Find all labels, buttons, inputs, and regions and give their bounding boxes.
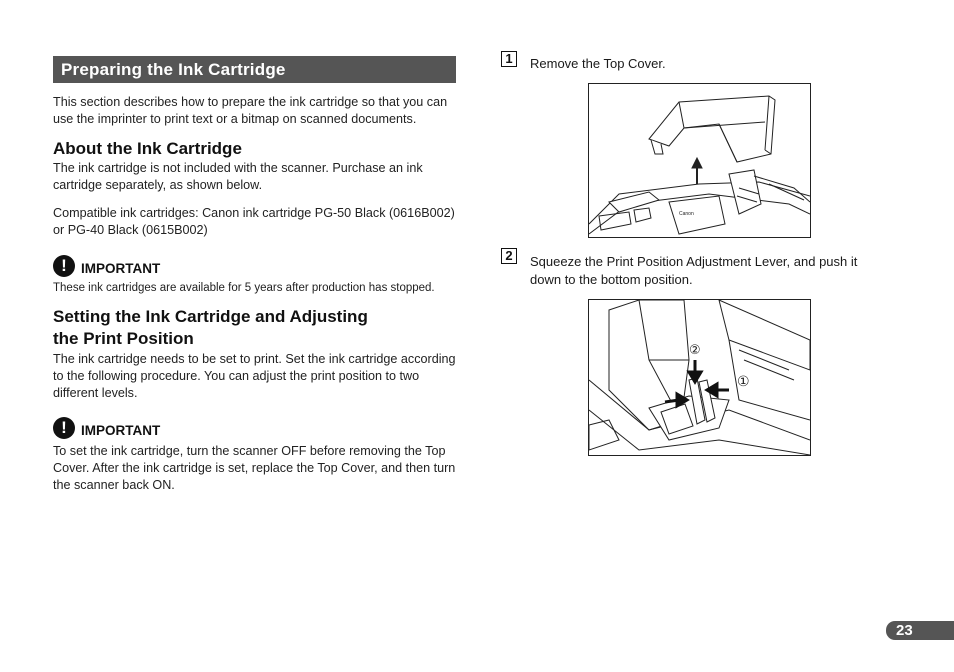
about-heading: About the Ink Cartridge	[53, 139, 242, 158]
page-number: 23	[886, 621, 954, 640]
about-paragraph-1: The ink cartridge is not included with the scanner. Purchase an ink cartridge separately, as shown below.	[53, 161, 423, 192]
step-2-number: 2	[501, 248, 517, 264]
setting-heading-line1: Setting the Ink Cartridge and Adjusting	[53, 307, 368, 326]
step-1-text: Remove the Top Cover.	[530, 56, 666, 71]
important-text-2: To set the ink cartridge, turn the scanner OFF before removing the Top Cover. After the ink cartridge is set, replace the Top Cover, and then turn the scanner back ON.	[53, 444, 456, 492]
exclamation-icon: !	[53, 255, 75, 277]
important-text-1: These ink cartridges are available for 5 years after production has stopped.	[53, 282, 435, 294]
about-paragraph-2: Compatible ink cartridges: Canon ink cartridge PG-50 Black (0616B002) or PG-40 Black (0615B002)	[53, 206, 455, 237]
important-label: IMPORTANT	[81, 260, 161, 276]
important-notice-2	[53, 416, 160, 440]
important-notice-1	[53, 254, 160, 278]
figure-remove-top-cover	[588, 83, 811, 238]
callout-2: ②	[689, 343, 701, 358]
exclamation-icon: !	[53, 417, 75, 439]
setting-heading-line2: the Print Position	[53, 329, 194, 348]
canon-brand-label: Canon	[679, 211, 694, 217]
step-1-number: 1	[501, 51, 517, 67]
intro-paragraph: This section describes how to prepare the ink cartridge so that you can use the imprinter to print text or a bitmap on scanned documents.	[53, 95, 448, 126]
important-label: IMPORTANT	[81, 422, 161, 438]
figure-adjustment-lever	[588, 299, 811, 456]
section-title: Preparing the Ink Cartridge	[53, 56, 456, 83]
setting-paragraph: The ink cartridge needs to be set to print. Set the ink cartridge according to the following procedure. You can adjust the print position to two different levels.	[53, 352, 456, 400]
lever-illustration	[589, 300, 810, 455]
callout-1: ①	[737, 374, 750, 390]
setting-heading	[53, 306, 473, 350]
top-cover-illustration	[589, 84, 810, 237]
step-2-text: Squeeze the Print Position Adjustment Lever, and push it down to the bottom position.	[530, 254, 858, 287]
